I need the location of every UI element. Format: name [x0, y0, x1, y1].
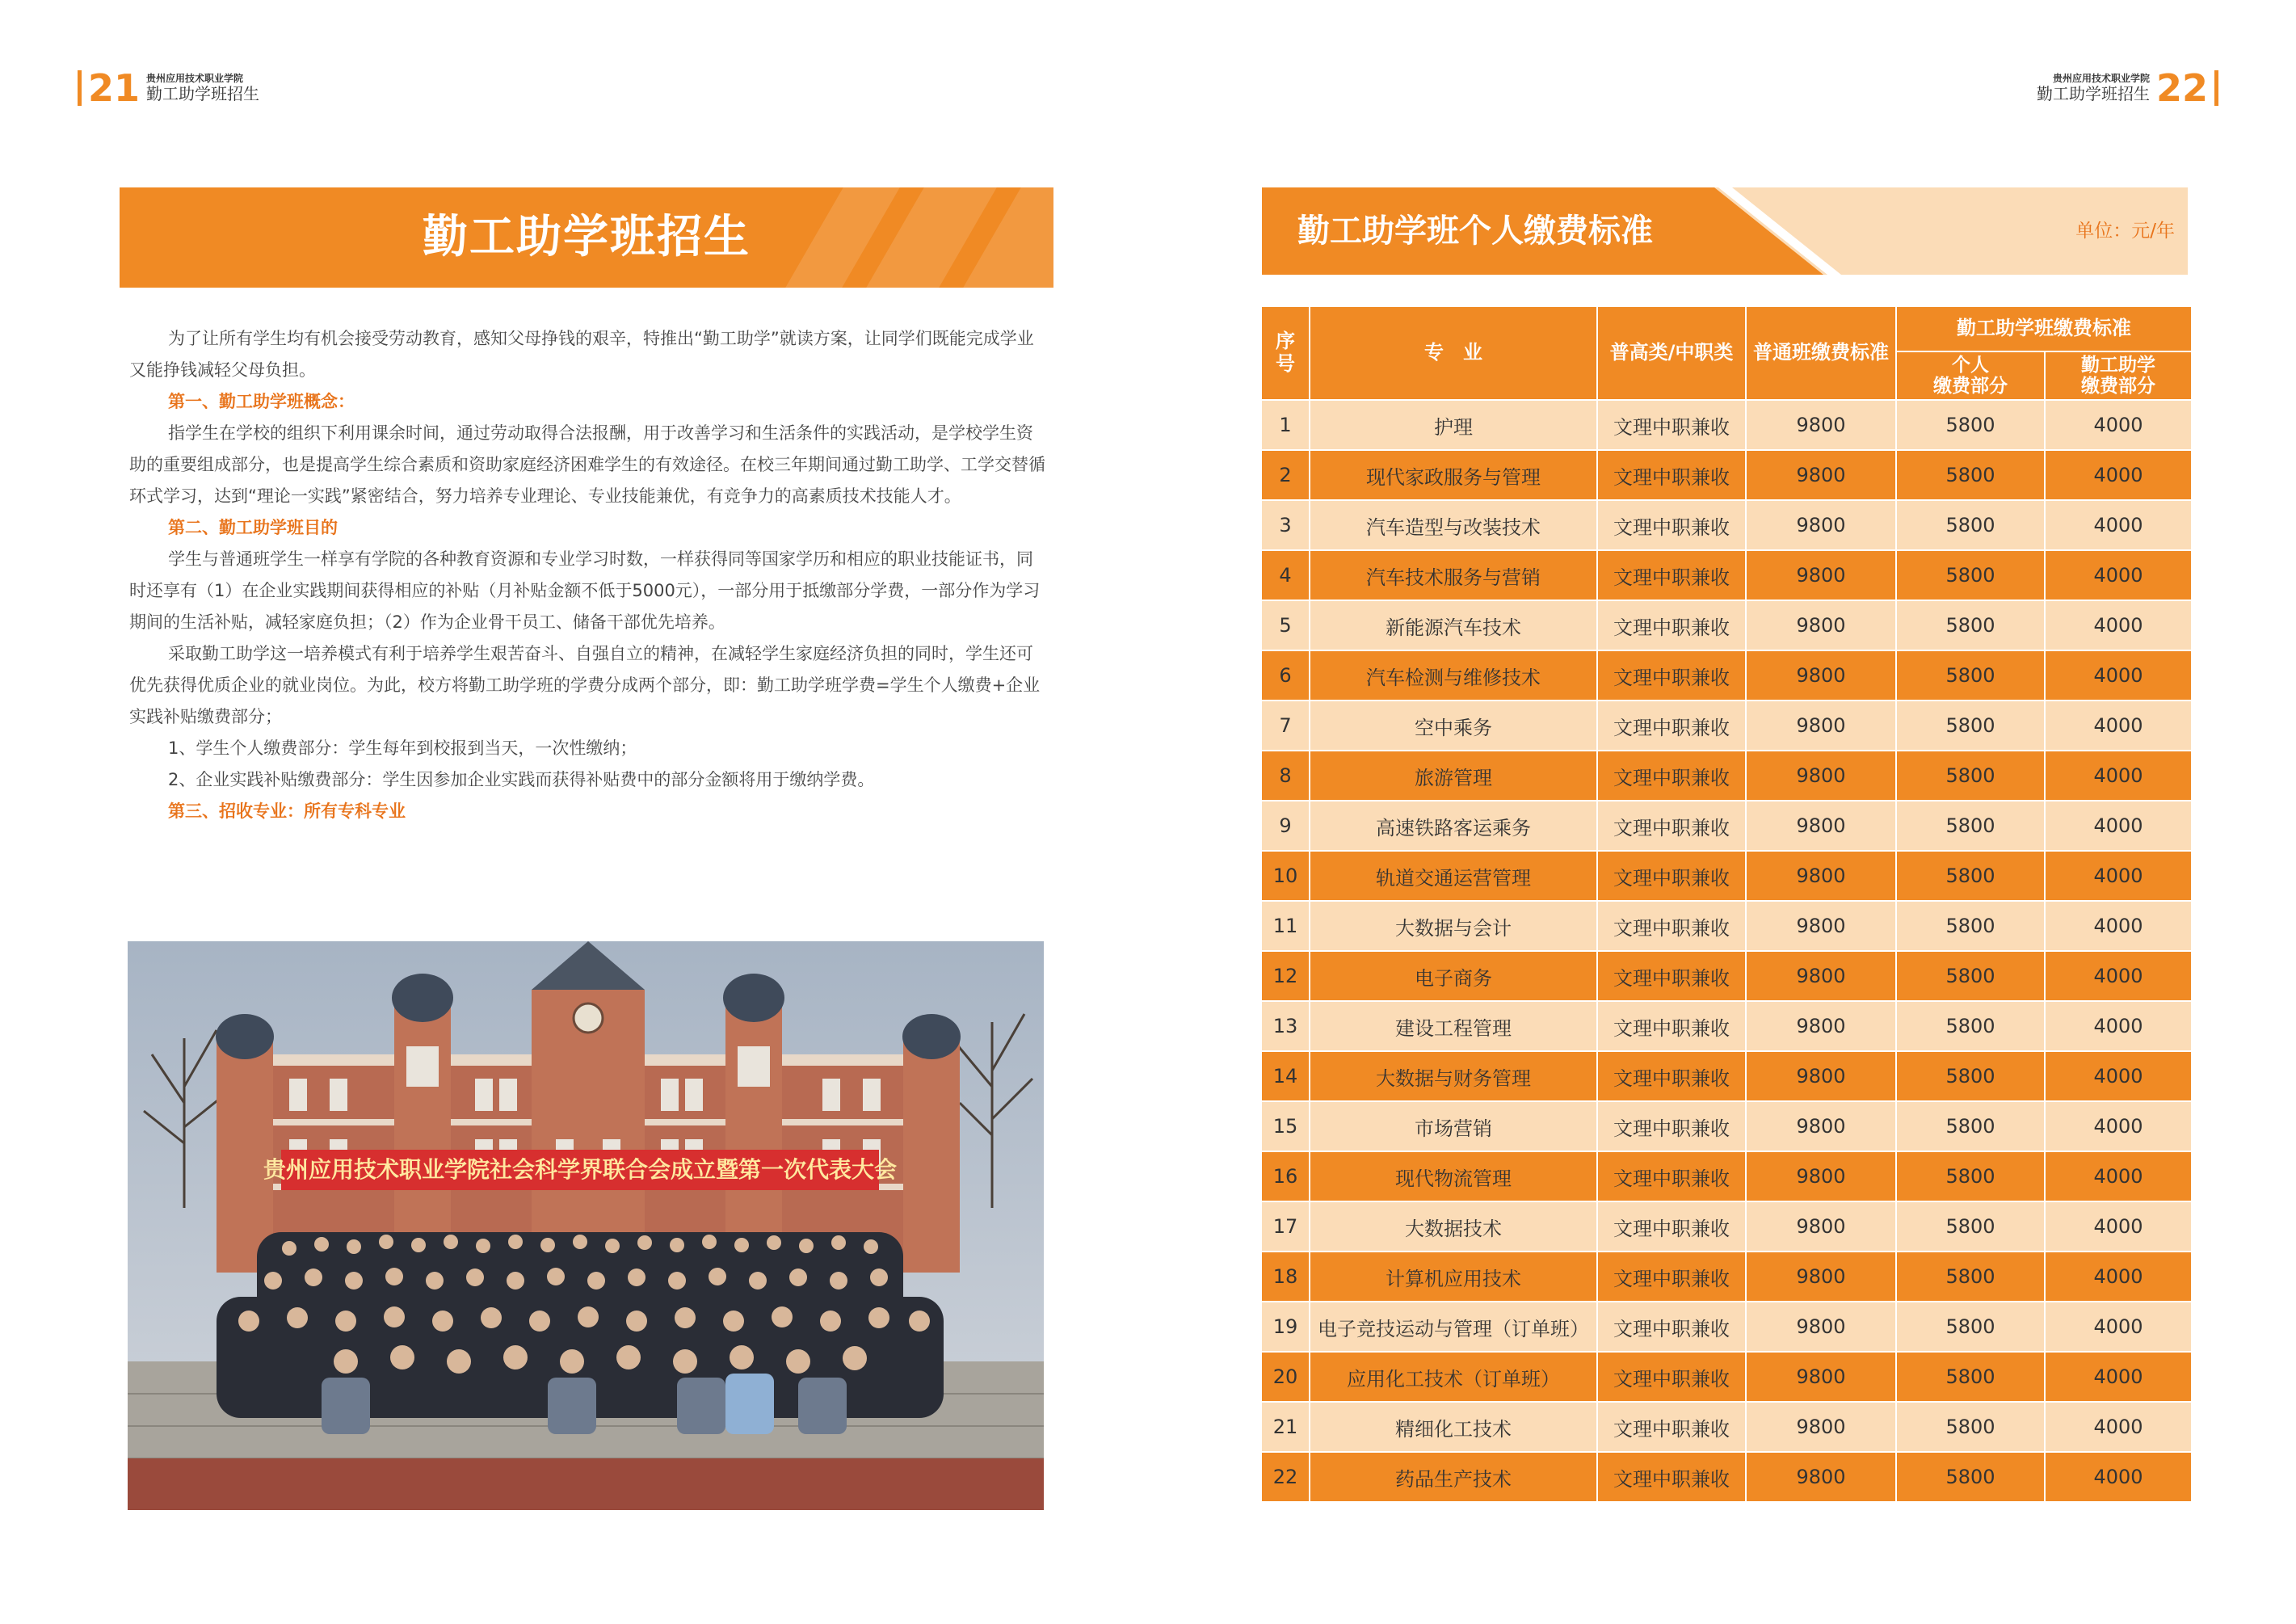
cell-subsidy-fee: 4000: [2046, 1403, 2191, 1451]
cell-regular-fee: 9800: [1747, 902, 1895, 950]
cell-major: 药品生产技术: [1310, 1453, 1596, 1501]
left-page-header: [78, 66, 260, 110]
cell-index: 18: [1262, 1252, 1309, 1301]
cell-major: 新能源汽车技术: [1310, 601, 1596, 650]
cell-regular-fee: 9800: [1747, 451, 1895, 499]
cell-category: 文理中职兼收: [1598, 1252, 1745, 1301]
header-subtitle: 勤工助学班招生: [2036, 83, 2150, 103]
table-row: [1262, 1302, 2191, 1351]
section-paragraph: 指学生在学校的组织下利用课余时间，通过劳动取得合法报酬，用于改善学习和生活条件的实践活动，是学校学生资助的重要组成部分，也是提高学生综合素质和资助家庭经济困难学生的有效途径。在校三年期间通过勤工助学、工学交替循环式学习，达到“理论一实践”紧密结合，努力培养专业理论、专业技能兼优，有竞争力的高素质技术技能人才。: [129, 423, 1045, 506]
cell-personal-fee: 5800: [1897, 701, 2044, 750]
table-row: [1262, 1453, 2191, 1501]
cell-regular-fee: 9800: [1747, 1052, 1895, 1100]
cell-category: 文理中职兼收: [1598, 1353, 1745, 1401]
cell-category: 文理中职兼收: [1598, 1302, 1745, 1351]
cell-regular-fee: 9800: [1747, 751, 1895, 800]
cell-regular-fee: 9800: [1747, 1453, 1895, 1501]
cell-major: 电子竞技运动与管理（订单班）: [1310, 1302, 1596, 1351]
table-row: [1262, 1102, 2191, 1151]
table-row: [1262, 451, 2191, 499]
cell-regular-fee: 9800: [1747, 1353, 1895, 1401]
column-header-category: 普高类/中职类: [1598, 307, 1745, 399]
section-paragraph: 学生与普通班学生一样享有学院的各种教育资源和专业学习时数，一样获得同等国家学历和相应的职业技能证书，同时还享有（1）在企业实践期间获得相应的补贴（月补贴金额不低于5000元），一部分用于抵缴部分学费，一部分作为学习期间的生活补贴，减轻家庭负担；（2）作为企业骨干员工、储备干部优先培养。: [129, 549, 1041, 632]
cell-major: 大数据与财务管理: [1310, 1052, 1596, 1100]
header-subtitle: 勤工助学班招生: [146, 83, 260, 103]
cell-regular-fee: 9800: [1747, 601, 1895, 650]
cell-index: 11: [1262, 902, 1309, 950]
cell-major: 护理: [1310, 401, 1596, 449]
cell-major: 电子商务: [1310, 952, 1596, 1000]
cell-major: 市场营销: [1310, 1102, 1596, 1151]
cell-category: 文理中职兼收: [1598, 1403, 1745, 1451]
page-title: 勤工助学班招生: [423, 211, 751, 263]
cell-subsidy-fee: 4000: [2046, 601, 2191, 650]
table-row: [1262, 1152, 2191, 1201]
cell-index: 20: [1262, 1353, 1309, 1401]
cell-personal-fee: 5800: [1897, 1002, 2044, 1050]
header-bar: [2214, 70, 2218, 106]
unit-label: 单位：元/年: [2075, 221, 2175, 242]
cell-major: 汽车技术服务与营销: [1310, 551, 1596, 600]
cell-personal-fee: 5800: [1897, 1202, 2044, 1251]
table-row: [1262, 701, 2191, 750]
table-row: [1262, 1002, 2191, 1050]
cell-major: 高速铁路客运乘务: [1310, 801, 1596, 850]
cell-regular-fee: 9800: [1747, 701, 1895, 750]
cell-index: 22: [1262, 1453, 1309, 1501]
cell-major: 精细化工技术: [1310, 1403, 1596, 1451]
cell-personal-fee: 5800: [1897, 751, 2044, 800]
header-bar: [78, 70, 82, 106]
cell-category: 文理中职兼收: [1598, 852, 1745, 900]
cell-regular-fee: 9800: [1747, 852, 1895, 900]
column-header-work-study-fee: 勤工助学班缴费标准: [1897, 307, 2191, 351]
cell-regular-fee: 9800: [1747, 1302, 1895, 1351]
column-header-major: 专 业: [1310, 307, 1596, 399]
cell-subsidy-fee: 4000: [2046, 1152, 2191, 1201]
school-name: 贵州应用技术职业学院: [146, 73, 244, 85]
cell-subsidy-fee: 4000: [2046, 451, 2191, 499]
cell-category: 文理中职兼收: [1598, 902, 1745, 950]
cell-category: 文理中职兼收: [1598, 651, 1745, 700]
cell-subsidy-fee: 4000: [2046, 401, 2191, 449]
page-number: 22: [2155, 66, 2208, 110]
cell-personal-fee: 5800: [1897, 852, 2044, 900]
table-row: [1262, 501, 2191, 549]
table-body: [1262, 401, 2191, 1501]
table-row: [1262, 401, 2191, 449]
cell-subsidy-fee: 4000: [2046, 751, 2191, 800]
column-header-regular-fee: 普通班缴费标准: [1747, 307, 1895, 399]
cell-category: 文理中职兼收: [1598, 501, 1745, 549]
cell-subsidy-fee: 4000: [2046, 1202, 2191, 1251]
cell-personal-fee: 5800: [1897, 1353, 2044, 1401]
cell-regular-fee: 9800: [1747, 651, 1895, 700]
cell-major: 轨道交通运营管理: [1310, 852, 1596, 900]
cell-subsidy-fee: 4000: [2046, 701, 2191, 750]
cell-personal-fee: 5800: [1897, 1152, 2044, 1201]
cell-subsidy-fee: 4000: [2046, 952, 2191, 1000]
right-title-banner: [1262, 187, 2188, 275]
cell-index: 13: [1262, 1002, 1309, 1050]
cell-subsidy-fee: 4000: [2046, 651, 2191, 700]
page-number: 21: [88, 66, 141, 110]
cell-regular-fee: 9800: [1747, 501, 1895, 549]
list-item: 2、企业实践补贴缴费部分：学生因参加企业实践而获得补贴费中的部分金额将用于缴纳学费。: [168, 770, 875, 789]
cell-major: 汽车造型与改装技术: [1310, 501, 1596, 549]
cell-category: 文理中职兼收: [1598, 1453, 1745, 1501]
cell-category: 文理中职兼收: [1598, 451, 1745, 499]
cell-regular-fee: 9800: [1747, 801, 1895, 850]
cell-index: 4: [1262, 551, 1309, 600]
cell-personal-fee: 5800: [1897, 601, 2044, 650]
cell-personal-fee: 5800: [1897, 1252, 2044, 1301]
section-paragraph: 采取勤工助学这一培养模式有利于培养学生艰苦奋斗、自强自立的精神，在减轻学生家庭经济负担的同时，学生还可优先获得优质企业的就业岗位。为此，校方将勤工助学班的学费分成两个部分，即：勤工助学班学费=学生个人缴费+企业实践补贴缴费部分；: [129, 644, 1041, 726]
table-row: [1262, 1252, 2191, 1301]
school-name: 贵州应用技术职业学院: [2052, 73, 2150, 85]
cell-subsidy-fee: 4000: [2046, 1102, 2191, 1151]
cell-subsidy-fee: 4000: [2046, 1453, 2191, 1501]
cell-index: 6: [1262, 651, 1309, 700]
cell-regular-fee: 9800: [1747, 1252, 1895, 1301]
cell-index: 10: [1262, 852, 1309, 900]
table-row: [1262, 651, 2191, 700]
cell-index: 2: [1262, 451, 1309, 499]
cell-regular-fee: 9800: [1747, 1202, 1895, 1251]
cell-subsidy-fee: 4000: [2046, 1002, 2191, 1050]
cell-major: 旅游管理: [1310, 751, 1596, 800]
cell-major: 应用化工技术（订单班）: [1310, 1353, 1596, 1401]
table-row: [1262, 1353, 2191, 1401]
cell-personal-fee: 5800: [1897, 952, 2044, 1000]
cell-personal-fee: 5800: [1897, 451, 2044, 499]
right-page-header: [2036, 66, 2218, 110]
cell-index: 16: [1262, 1152, 1309, 1201]
cell-index: 21: [1262, 1403, 1309, 1451]
cell-personal-fee: 5800: [1897, 902, 2044, 950]
cell-category: 文理中职兼收: [1598, 601, 1745, 650]
photo-banner-text: 贵州应用技术职业学院社会科学界联合会成立暨第一次代表大会: [263, 1156, 898, 1183]
list-item: 1、学生个人缴费部分：学生每年到校报到当天，一次性缴纳；: [168, 738, 637, 758]
cell-index: 3: [1262, 501, 1309, 549]
table-row: [1262, 1202, 2191, 1251]
cell-regular-fee: 9800: [1747, 1403, 1895, 1451]
cell-index: 17: [1262, 1202, 1309, 1251]
cell-personal-fee: 5800: [1897, 1403, 2044, 1451]
header-titles: [2037, 74, 2150, 102]
table-row: [1262, 1052, 2191, 1100]
cell-major: 计算机应用技术: [1310, 1252, 1596, 1301]
cell-personal-fee: 5800: [1897, 1302, 2044, 1351]
cell-subsidy-fee: 4000: [2046, 1052, 2191, 1100]
cell-index: 12: [1262, 952, 1309, 1000]
left-title-banner: [120, 187, 1053, 288]
cell-index: 8: [1262, 751, 1309, 800]
cell-subsidy-fee: 4000: [2046, 902, 2191, 950]
cell-category: 文理中职兼收: [1598, 1102, 1745, 1151]
table-row: [1262, 1403, 2191, 1451]
cell-category: 文理中职兼收: [1598, 1202, 1745, 1251]
table-row: [1262, 551, 2191, 600]
cell-subsidy-fee: 4000: [2046, 852, 2191, 900]
cell-regular-fee: 9800: [1747, 1002, 1895, 1050]
cell-subsidy-fee: 4000: [2046, 551, 2191, 600]
table-row: [1262, 952, 2191, 1000]
cell-regular-fee: 9800: [1747, 1102, 1895, 1151]
cell-major: 现代家政服务与管理: [1310, 451, 1596, 499]
cell-index: 7: [1262, 701, 1309, 750]
cell-index: 19: [1262, 1302, 1309, 1351]
article-text: [129, 323, 1045, 827]
cell-regular-fee: 9800: [1747, 551, 1895, 600]
cell-subsidy-fee: 4000: [2046, 1252, 2191, 1301]
cell-personal-fee: 5800: [1897, 551, 2044, 600]
table-row: [1262, 751, 2191, 800]
cell-personal-fee: 5800: [1897, 401, 2044, 449]
table-title: 勤工助学班个人缴费标准: [1297, 212, 1653, 250]
cell-major: 大数据与会计: [1310, 902, 1596, 950]
cell-category: 文理中职兼收: [1598, 401, 1745, 449]
cell-category: 文理中职兼收: [1598, 952, 1745, 1000]
cell-subsidy-fee: 4000: [2046, 1302, 2191, 1351]
cell-index: 9: [1262, 801, 1309, 850]
cell-index: 5: [1262, 601, 1309, 650]
section-heading: 第一、勤工助学班概念：: [168, 392, 355, 411]
cell-major: 建设工程管理: [1310, 1002, 1596, 1050]
header-titles: [146, 74, 259, 102]
cell-regular-fee: 9800: [1747, 1152, 1895, 1201]
cell-personal-fee: 5800: [1897, 651, 2044, 700]
column-header-index: 序 号: [1262, 307, 1309, 399]
cell-category: 文理中职兼收: [1598, 801, 1745, 850]
cell-category: 文理中职兼收: [1598, 1052, 1745, 1100]
cell-major: 现代物流管理: [1310, 1152, 1596, 1201]
cell-personal-fee: 5800: [1897, 1453, 2044, 1501]
table-row: [1262, 902, 2191, 950]
cell-subsidy-fee: 4000: [2046, 1353, 2191, 1401]
cell-major: 大数据技术: [1310, 1202, 1596, 1251]
cell-personal-fee: 5800: [1897, 1052, 2044, 1100]
cell-personal-fee: 5800: [1897, 1102, 2044, 1151]
cell-index: 1: [1262, 401, 1309, 449]
cell-personal-fee: 5800: [1897, 501, 2044, 549]
cell-index: 14: [1262, 1052, 1309, 1100]
cell-major: 空中乘务: [1310, 701, 1596, 750]
cell-category: 文理中职兼收: [1598, 1152, 1745, 1201]
table-header-row: [1262, 307, 2191, 351]
intro-paragraph: 为了让所有学生均有机会接受劳动教育，感知父母挣钱的艰辛，特推出“勤工助学”就读方案，让同学们既能完成学业又能挣钱减轻父母负担。: [129, 329, 1034, 380]
cell-category: 文理中职兼收: [1598, 551, 1745, 600]
cell-category: 文理中职兼收: [1598, 751, 1745, 800]
column-header-personal: 个人 缴费部分: [1897, 352, 2044, 399]
section-heading: 第三、招收专业：所有专科专业: [168, 801, 406, 821]
cell-index: 15: [1262, 1102, 1309, 1151]
cell-personal-fee: 5800: [1897, 801, 2044, 850]
cell-subsidy-fee: 4000: [2046, 501, 2191, 549]
cell-major: 汽车检测与维修技术: [1310, 651, 1596, 700]
cell-category: 文理中职兼收: [1598, 701, 1745, 750]
cell-category: 文理中职兼收: [1598, 1002, 1745, 1050]
fee-table: [1260, 305, 2193, 1503]
column-header-subsidy: 勤工助学 缴费部分: [2046, 352, 2191, 399]
table-row: [1262, 801, 2191, 850]
cell-subsidy-fee: 4000: [2046, 801, 2191, 850]
section-heading: 第二、勤工助学班目的: [168, 518, 338, 537]
cell-regular-fee: 9800: [1747, 401, 1895, 449]
group-photo: [128, 941, 1044, 1510]
group-photo-illustration: [128, 941, 1044, 1510]
cell-regular-fee: 9800: [1747, 952, 1895, 1000]
table-row: [1262, 852, 2191, 900]
table-row: [1262, 601, 2191, 650]
